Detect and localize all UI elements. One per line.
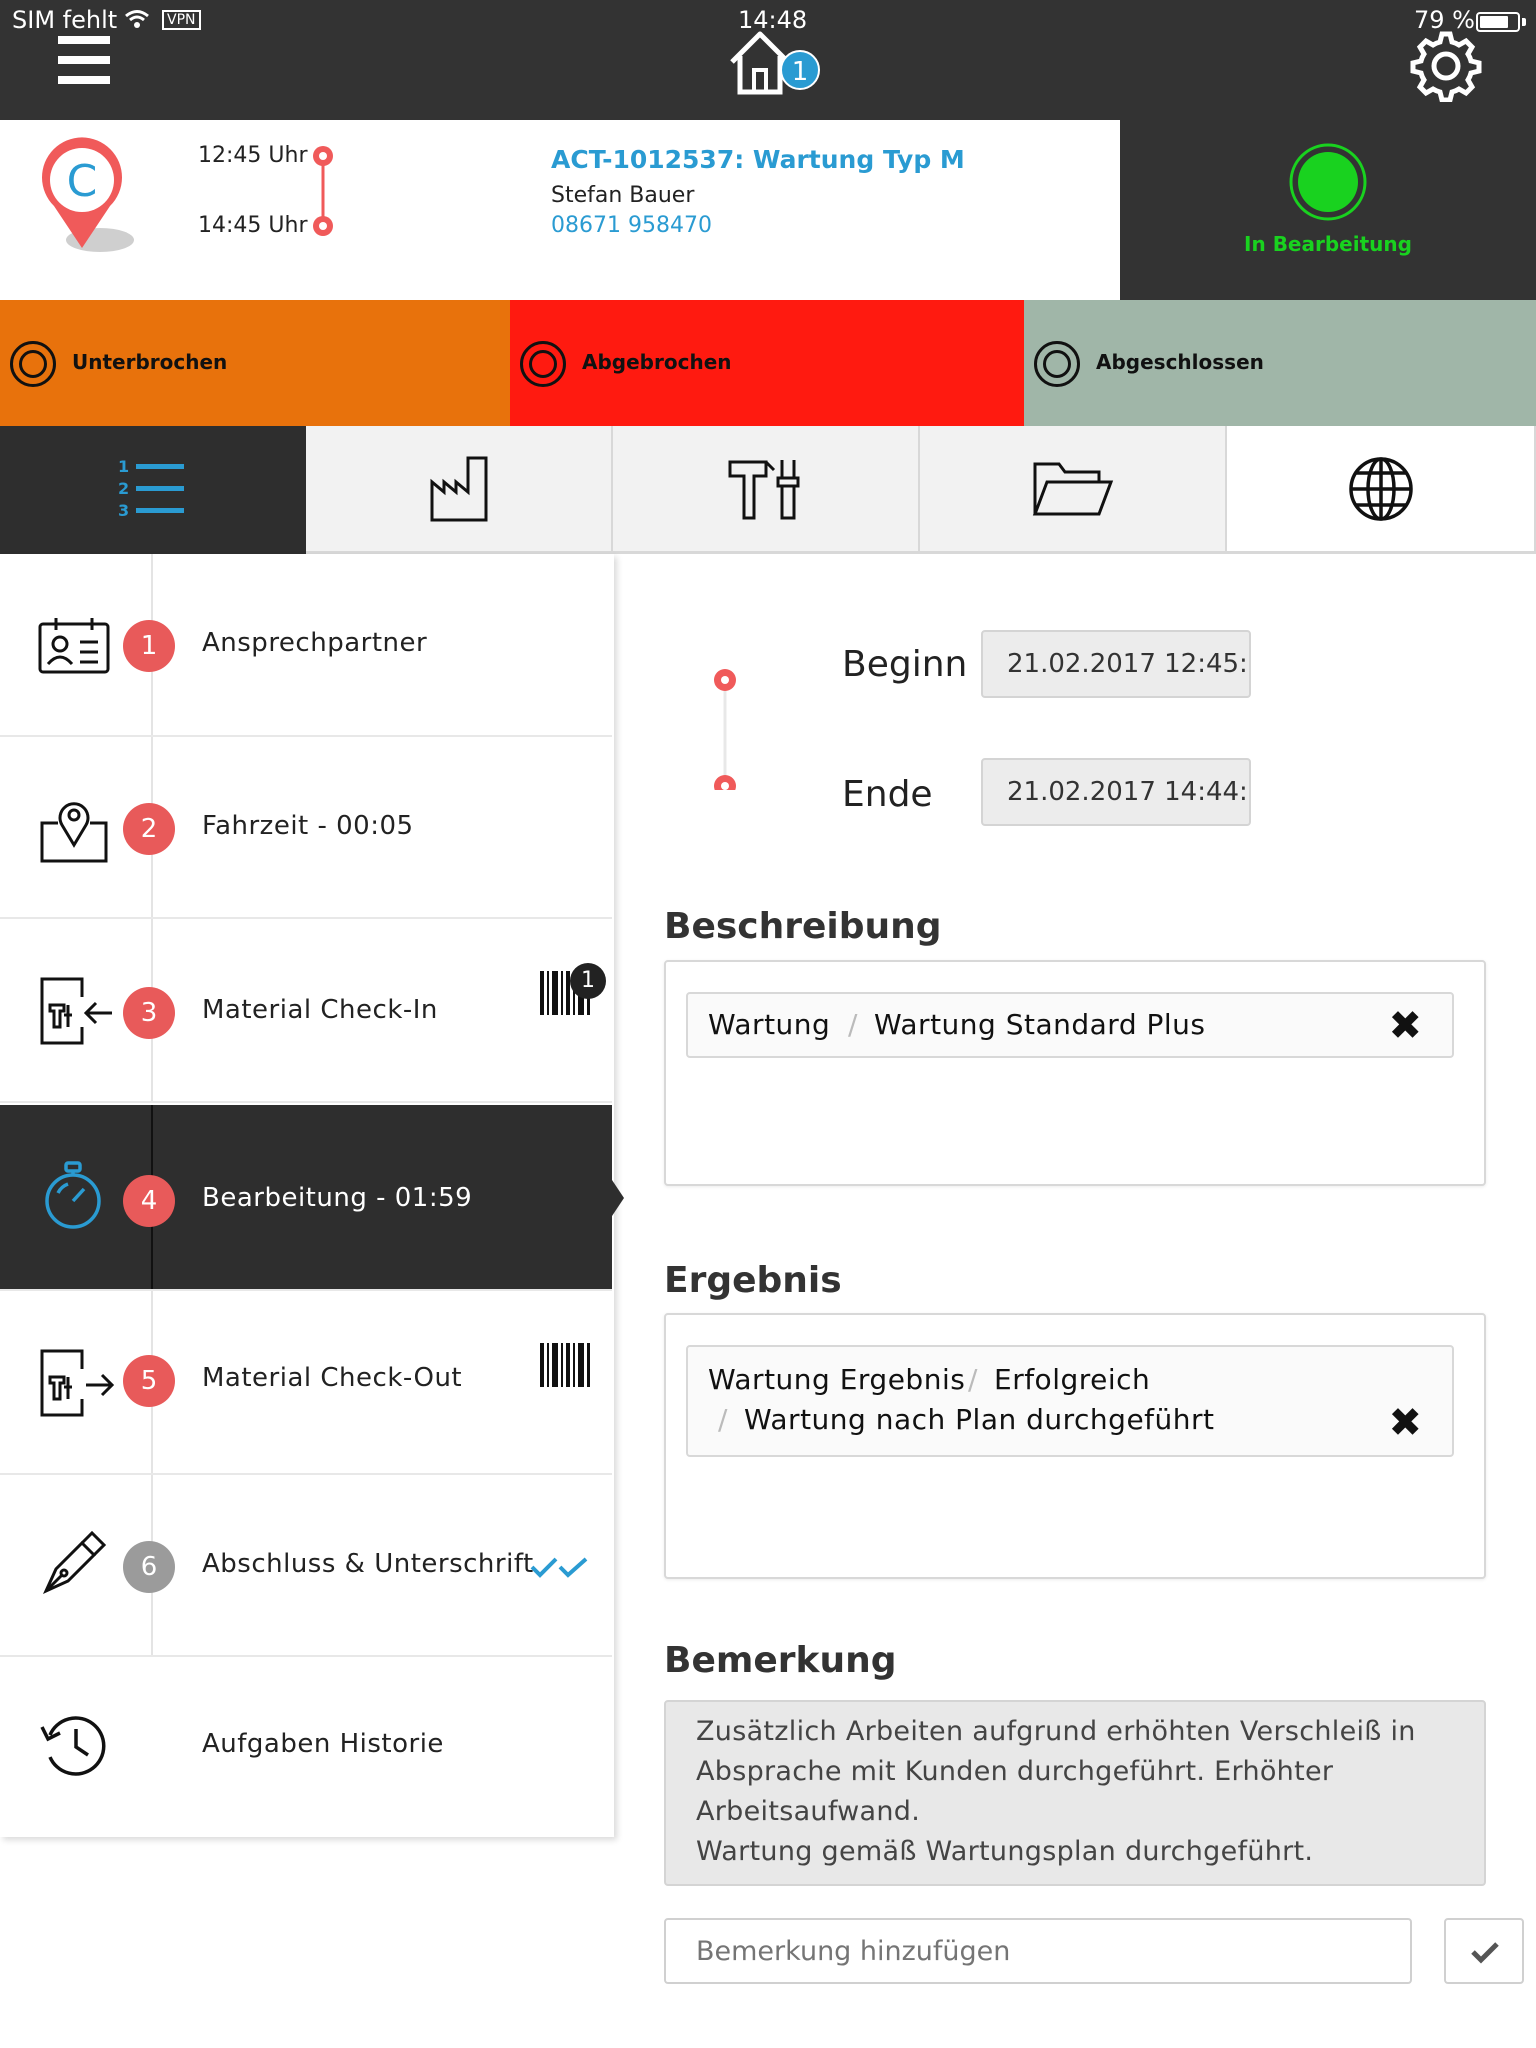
numbered-list-icon [118,460,188,520]
hamburger-menu-icon[interactable] [58,34,110,90]
tag-part: Wartung Standard Plus [874,1008,1206,1041]
tag-part: Wartung Ergebnis [708,1363,966,1396]
step-item-historie[interactable] [0,1657,612,1837]
clock: 14:48 [738,6,808,34]
time-range-timeline [308,142,338,246]
globe-icon [1347,455,1415,523]
map-pin-icon [38,795,110,869]
remark-section-title: Bemerkung [664,1640,897,1681]
contact-phone[interactable]: 08671 958470 [551,213,712,238]
step-number-badge: 2 [123,803,175,855]
step-item-ansprechpartner[interactable] [0,554,612,737]
material-checkout-icon [38,1347,114,1423]
status-button-unterbrochen[interactable] [0,300,510,426]
remark-line: Arbeitsaufwand. [696,1796,921,1827]
stopwatch-icon [38,1159,108,1237]
tools-icon [726,456,806,522]
tab-steps[interactable] [0,426,306,554]
barcode-count-badge: 1 [570,963,606,999]
status-button-label: Unterbrochen [72,350,228,374]
step-list [0,554,614,1837]
tab-tools[interactable] [613,426,920,554]
remark-line: Zusätzlich Arbeiten aufgrund erhöhten Verschleiß in [696,1716,1416,1747]
wifi-icon [124,8,150,34]
activity-title[interactable]: ACT-1012537: Wartung Typ M [551,145,965,174]
step-label: Fahrzeit - 00:05 [202,811,414,841]
remove-description-button[interactable]: ✖ [1388,1003,1422,1049]
current-status-label: In Bearbeitung [1244,232,1412,256]
active-step-pointer [612,1180,624,1220]
tab-factory[interactable] [306,426,613,554]
tab-documents[interactable] [920,426,1227,554]
svg-text:3: 3 [118,501,130,520]
carrier-status: SIM fehlt [12,6,118,34]
tag-part: Wartung nach Plan durchgeführt [744,1403,1215,1436]
tab-bar [0,426,1536,554]
result-tag [686,1345,1454,1457]
step-label: Ansprechpartner [202,628,428,658]
step-item-material-check-out[interactable] [0,1291,612,1475]
end-datetime-field[interactable]: 21.02.2017 14:44: [981,758,1251,826]
end-label: Ende [842,774,933,815]
description-box [664,960,1486,1186]
svg-text:1: 1 [118,460,130,476]
step-item-bearbeitung[interactable] [0,1105,612,1291]
tag-separator: / [968,1363,978,1396]
add-remark-input[interactable] [664,1918,1412,1984]
vpn-indicator: VPN [162,10,201,30]
tag-separator: / [718,1403,728,1436]
factory-icon [428,454,490,524]
tag-separator: / [848,1008,858,1041]
radio-ring-icon [10,341,56,387]
battery-icon [1476,12,1520,32]
contact-person: Stefan Bauer [551,183,695,208]
radio-ring-icon [1034,341,1080,387]
begin-label: Beginn [842,644,968,685]
step-label: Bearbeitung - 01:59 [202,1183,473,1213]
home-notification-badge: 1 [780,50,820,90]
status-button-label: Abgeschlossen [1096,350,1264,374]
end-time: 14:45 Uhr [198,213,308,238]
tag-part: Wartung [708,1008,831,1041]
customer-location-logo [30,130,150,264]
step-label: Material Check-Out [202,1363,463,1393]
radio-ring-icon [520,341,566,387]
status-indicator-icon [1288,142,1368,226]
step-item-material-check-in[interactable] [0,919,612,1103]
battery-percent: 79 % [1414,6,1475,34]
remark-text-box [664,1700,1486,1886]
begin-datetime-field[interactable]: 21.02.2017 12:45: [981,630,1251,698]
checkmark-icon [1470,1940,1500,1964]
history-icon [38,1713,108,1783]
begin-end-timeline [710,660,740,794]
description-tag [686,992,1454,1058]
submit-remark-button[interactable] [1444,1918,1524,1984]
remark-line: Absprache mit Kunden durchgeführt. Erhöhter [696,1756,1334,1787]
tag-part: Erfolgreich [994,1363,1151,1396]
step-label: Abschluss & Unterschrift [202,1549,534,1579]
pen-nib-icon [38,1529,108,1603]
barcode-icon[interactable] [538,1343,592,1391]
remark-line: Wartung gemäß Wartungsplan durchgeführt. [696,1836,1314,1867]
start-time: 12:45 Uhr [198,143,308,168]
step-number-badge: 5 [123,1355,175,1407]
description-section-title: Beschreibung [664,906,942,947]
material-checkin-icon [38,975,114,1051]
step-number-badge: 1 [123,620,175,672]
result-section-title: Ergebnis [664,1260,842,1301]
remove-result-button[interactable]: ✖ [1388,1400,1422,1446]
status-button-label: Abgebrochen [582,350,732,374]
battery-tip [1522,18,1526,26]
step-number-badge: 6 [123,1541,175,1593]
step-number-badge: 4 [123,1175,175,1227]
folder-icon [1031,460,1115,518]
step-label: Aufgaben Historie [202,1729,444,1759]
contact-card-icon [38,616,110,680]
svg-text:C: C [66,156,98,207]
status-button-abgeschlossen[interactable] [1024,300,1536,426]
status-button-abgebrochen[interactable] [510,300,1024,426]
result-box [664,1313,1486,1579]
step-item-abschluss[interactable] [0,1475,612,1657]
step-label: Material Check-In [202,995,438,1025]
svg-text:2: 2 [118,479,130,498]
gear-icon[interactable] [1410,30,1482,106]
step-item-fahrzeit[interactable] [0,737,612,919]
double-check-icon [530,1555,590,1585]
tab-web[interactable] [1227,426,1536,554]
step-number-badge: 3 [123,987,175,1039]
